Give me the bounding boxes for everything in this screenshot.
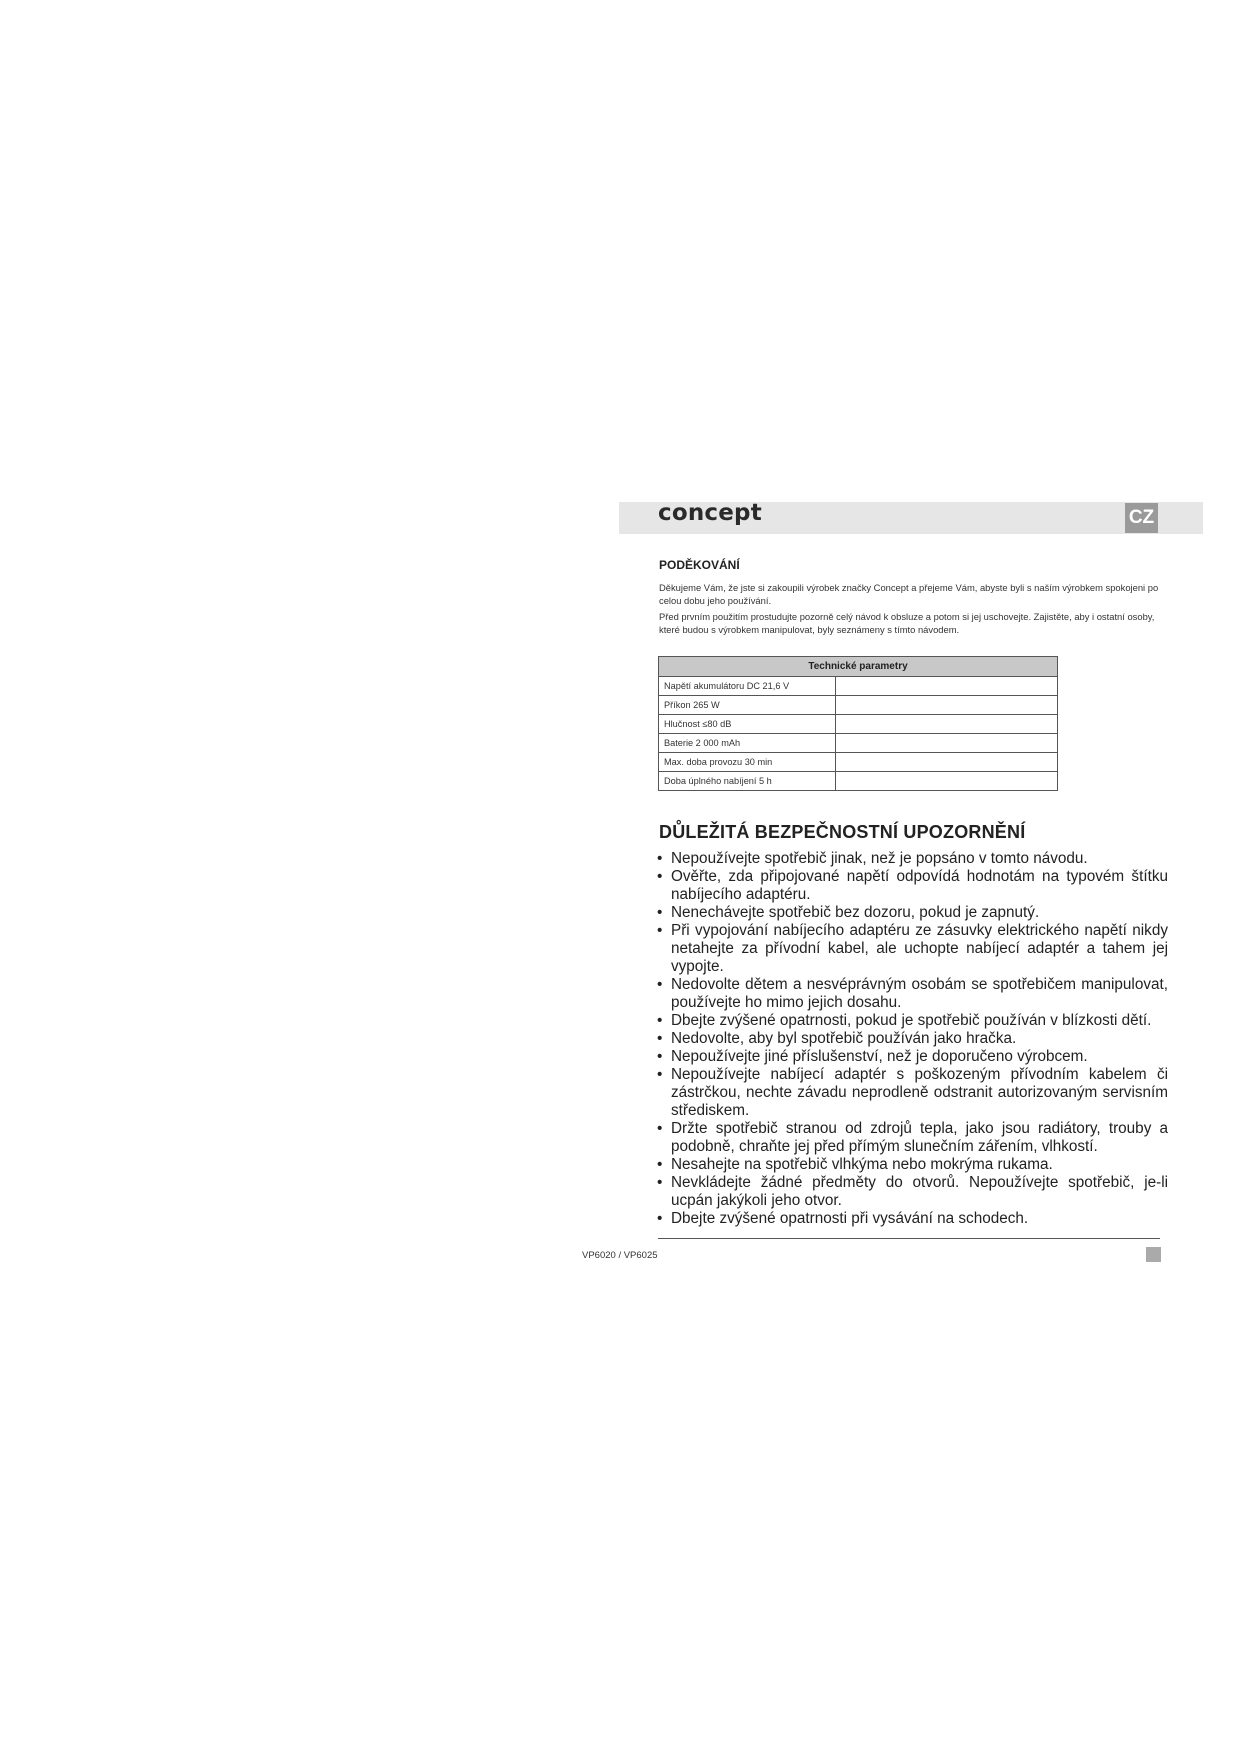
spec-empty-cell <box>836 677 1058 696</box>
list-item: • Dbejte zvýšené opatrnosti, pokud je spotřebič používán v blízkosti dětí. <box>657 1012 1168 1030</box>
spec-empty-cell <box>836 772 1058 791</box>
table-row <box>659 734 1058 753</box>
safety-list <box>657 850 1168 1228</box>
thanks-paragraph: Děkujeme Vám, že jste si zakoupili výrobek značky Concept a přejeme Vám, abyste byli s naším výrobkem spokojeni po celou dobu jeho používání. <box>659 582 1159 606</box>
spec-cell: Příkon 265 W <box>659 696 836 715</box>
spec-table <box>658 656 1058 791</box>
list-item: • Nedovolte dětem a nesvéprávným osobám se spotřebičem manipulovat, používejte ho mimo jejich dosahu. <box>657 976 1168 1012</box>
page-marker <box>1146 1247 1161 1262</box>
list-item: • Nepoužívejte spotřebič jinak, než je popsáno v tomto návodu. <box>657 850 1168 868</box>
table-row <box>659 715 1058 734</box>
spec-cell: Napětí akumulátoru DC 21,6 V <box>659 677 836 696</box>
spec-cell: Max. doba provozu 30 min <box>659 753 836 772</box>
thanks-paragraph: Před prvním použitím prostudujte pozorně celý návod k obsluze a potom si jej uschovejte. Zajistěte, aby i ostatní osoby, které budou s výrobkem manipulovat, byly seznámeny s tímto návodem. <box>659 611 1155 635</box>
list-item: • Dbejte zvýšené opatrnosti při vysávání na schodech. <box>657 1210 1168 1228</box>
list-item: • Nepoužívejte nabíjecí adaptér s poškozeným přívodním kabelem či zástrčkou, nechte závadu neprodleně odstranit autorizovaným servisním střediskem. <box>657 1066 1168 1120</box>
spec-cell: Baterie 2 000 mAh <box>659 734 836 753</box>
spec-empty-cell <box>836 753 1058 772</box>
list-item: • Nedovolte, aby byl spotřebič používán jako hračka. <box>657 1030 1168 1048</box>
table-row <box>659 772 1058 791</box>
table-row <box>659 696 1058 715</box>
spec-cell: Hlučnost ≤80 dB <box>659 715 836 734</box>
spec-cell: Doba úplného nabíjení 5 h <box>659 772 836 791</box>
safety-title: DŮLEŽITÁ BEZPEČNOSTNÍ UPOZORNĚNÍ <box>659 822 1026 842</box>
list-item: • Nepoužívejte jiné příslušenství, než je doporučeno výrobcem. <box>657 1048 1168 1066</box>
list-item: • Držte spotřebič stranou od zdrojů tepla, jako jsou radiátory, trouby a podobně, chraňte jej před přímým slunečním zářením, vlhkostí. <box>657 1120 1168 1156</box>
list-item: • Nenechávejte spotřebič bez dozoru, pokud je zapnutý. <box>657 904 1168 922</box>
spec-empty-cell <box>836 696 1058 715</box>
thanks-title: PODĚKOVÁNÍ <box>659 558 740 572</box>
concept-logo: concept <box>658 500 762 526</box>
spec-empty-cell <box>836 715 1058 734</box>
list-item: • Při vypojování nabíjecího adaptéru ze zásuvky elektrického napětí nikdy netahejte za přívodní kabel, ale uchopte nabíjecí adaptér a tahem jej vypojte. <box>657 922 1168 976</box>
spec-empty-cell <box>836 734 1058 753</box>
list-item: • Nevkládejte žádné předměty do otvorů. Nepoužívejte spotřebič, je-li ucpán jakýkoli jeho otvor. <box>657 1174 1168 1210</box>
footer-divider <box>658 1238 1160 1239</box>
model-number: VP6020 / VP6025 <box>582 1250 658 1261</box>
list-item: • Nesahejte na spotřebič vlhkýma nebo mokrýma rukama. <box>657 1156 1168 1174</box>
spec-table-header: Technické parametry <box>659 657 1058 677</box>
list-item: • Ověřte, zda připojované napětí odpovídá hodnotám na typovém štítku nabíjecího adaptéru. <box>657 868 1168 904</box>
header-strip <box>1162 503 1203 533</box>
table-row <box>659 677 1058 696</box>
language-badge: CZ <box>1125 503 1158 533</box>
table-row <box>659 753 1058 772</box>
